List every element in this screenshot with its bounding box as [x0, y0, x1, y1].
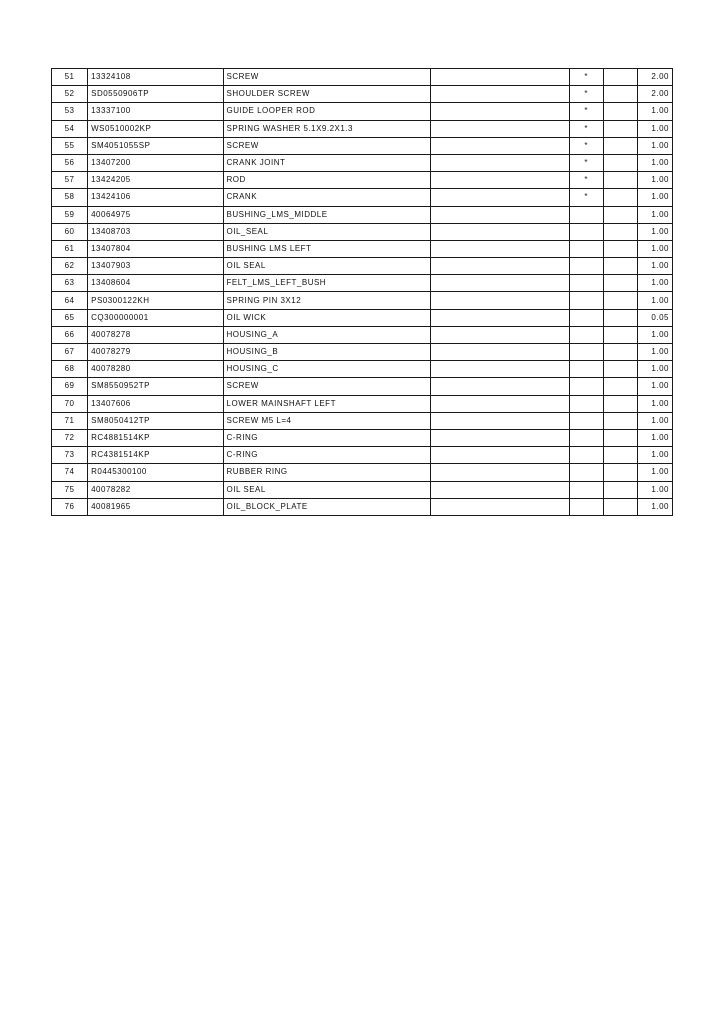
item-number-cell: 57	[52, 172, 88, 189]
mark-cell	[569, 326, 603, 343]
item-number-cell: 63	[52, 275, 88, 292]
table-row	[52, 223, 673, 240]
table-row	[52, 498, 673, 515]
part-code-cell: 40064975	[88, 206, 223, 223]
part-name-cell: OIL_SEAL	[223, 223, 431, 240]
mark-cell	[569, 223, 603, 240]
part-name-cell: OIL_BLOCK_PLATE	[223, 498, 431, 515]
extra-cell	[603, 481, 637, 498]
mark-cell: *	[569, 137, 603, 154]
item-number-cell: 61	[52, 240, 88, 257]
part-code-cell: 13424106	[88, 189, 223, 206]
mark-cell	[569, 412, 603, 429]
quantity-cell: 1.00	[637, 429, 672, 446]
extra-cell	[603, 258, 637, 275]
item-number-cell: 65	[52, 309, 88, 326]
part-name-cell: OIL SEAL	[223, 481, 431, 498]
extra-cell	[603, 69, 637, 86]
item-number-cell: 58	[52, 189, 88, 206]
extra-cell	[603, 172, 637, 189]
item-number-cell: 54	[52, 120, 88, 137]
spec-cell	[431, 326, 569, 343]
parts-table-body	[52, 69, 673, 516]
quantity-cell: 1.00	[637, 378, 672, 395]
part-code-cell: 13337100	[88, 103, 223, 120]
table-row	[52, 103, 673, 120]
part-name-cell: C-RING	[223, 429, 431, 446]
quantity-cell: 1.00	[637, 103, 672, 120]
part-code-cell: 13407903	[88, 258, 223, 275]
mark-cell: *	[569, 189, 603, 206]
part-code-cell: 40078279	[88, 344, 223, 361]
table-row	[52, 464, 673, 481]
spec-cell	[431, 309, 569, 326]
spec-cell	[431, 137, 569, 154]
part-name-cell: HOUSING_B	[223, 344, 431, 361]
quantity-cell: 1.00	[637, 498, 672, 515]
quantity-cell: 1.00	[637, 223, 672, 240]
item-number-cell: 60	[52, 223, 88, 240]
spec-cell	[431, 275, 569, 292]
spec-cell	[431, 223, 569, 240]
part-code-cell: SM8050412TP	[88, 412, 223, 429]
mark-cell: *	[569, 86, 603, 103]
table-row	[52, 275, 673, 292]
extra-cell	[603, 464, 637, 481]
mark-cell	[569, 258, 603, 275]
quantity-cell: 1.00	[637, 292, 672, 309]
quantity-cell: 0.05	[637, 309, 672, 326]
table-row	[52, 361, 673, 378]
part-name-cell: OIL WICK	[223, 309, 431, 326]
quantity-cell: 2.00	[637, 86, 672, 103]
item-number-cell: 74	[52, 464, 88, 481]
part-code-cell: 40078278	[88, 326, 223, 343]
item-number-cell: 73	[52, 447, 88, 464]
extra-cell	[603, 275, 637, 292]
part-name-cell: BUSHING LMS LEFT	[223, 240, 431, 257]
spec-cell	[431, 481, 569, 498]
part-name-cell: SPRING WASHER 5.1X9.2X1.3	[223, 120, 431, 137]
quantity-cell: 1.00	[637, 154, 672, 171]
spec-cell	[431, 154, 569, 171]
item-number-cell: 67	[52, 344, 88, 361]
part-code-cell: WS0510002KP	[88, 120, 223, 137]
part-code-cell: 40081965	[88, 498, 223, 515]
quantity-cell: 1.00	[637, 120, 672, 137]
quantity-cell: 1.00	[637, 361, 672, 378]
table-row	[52, 395, 673, 412]
parts-table	[51, 68, 673, 516]
part-code-cell: SM4051055SP	[88, 137, 223, 154]
table-row	[52, 344, 673, 361]
part-code-cell: R0445300100	[88, 464, 223, 481]
part-name-cell: GUIDE LOOPER ROD	[223, 103, 431, 120]
table-row	[52, 481, 673, 498]
part-code-cell: 13408703	[88, 223, 223, 240]
part-code-cell: RC4381514KP	[88, 447, 223, 464]
extra-cell	[603, 240, 637, 257]
quantity-cell: 1.00	[637, 240, 672, 257]
extra-cell	[603, 447, 637, 464]
quantity-cell: 1.00	[637, 395, 672, 412]
part-name-cell: CRANK	[223, 189, 431, 206]
part-code-cell: 40078280	[88, 361, 223, 378]
quantity-cell: 1.00	[637, 258, 672, 275]
part-code-cell: RC4881514KP	[88, 429, 223, 446]
mark-cell	[569, 240, 603, 257]
table-row	[52, 240, 673, 257]
table-row	[52, 137, 673, 154]
mark-cell	[569, 464, 603, 481]
table-row	[52, 447, 673, 464]
quantity-cell: 2.00	[637, 69, 672, 86]
part-name-cell: HOUSING_A	[223, 326, 431, 343]
part-code-cell: CQ300000001	[88, 309, 223, 326]
extra-cell	[603, 429, 637, 446]
part-code-cell: 13424205	[88, 172, 223, 189]
spec-cell	[431, 103, 569, 120]
extra-cell	[603, 223, 637, 240]
spec-cell	[431, 498, 569, 515]
mark-cell: *	[569, 69, 603, 86]
item-number-cell: 55	[52, 137, 88, 154]
table-row	[52, 69, 673, 86]
spec-cell	[431, 86, 569, 103]
spec-cell	[431, 464, 569, 481]
mark-cell	[569, 309, 603, 326]
table-row	[52, 326, 673, 343]
item-number-cell: 68	[52, 361, 88, 378]
mark-cell	[569, 447, 603, 464]
part-name-cell: SPRING PIN 3X12	[223, 292, 431, 309]
extra-cell	[603, 412, 637, 429]
extra-cell	[603, 206, 637, 223]
extra-cell	[603, 189, 637, 206]
table-row	[52, 292, 673, 309]
extra-cell	[603, 292, 637, 309]
table-row	[52, 172, 673, 189]
part-code-cell: 13407804	[88, 240, 223, 257]
part-name-cell: CRANK JOINT	[223, 154, 431, 171]
mark-cell: *	[569, 154, 603, 171]
quantity-cell: 1.00	[637, 275, 672, 292]
part-name-cell: RUBBER RING	[223, 464, 431, 481]
quantity-cell: 1.00	[637, 326, 672, 343]
item-number-cell: 70	[52, 395, 88, 412]
part-code-cell: 13408604	[88, 275, 223, 292]
quantity-cell: 1.00	[637, 464, 672, 481]
spec-cell	[431, 395, 569, 412]
table-row	[52, 86, 673, 103]
part-name-cell: LOWER MAINSHAFT LEFT	[223, 395, 431, 412]
part-code-cell: 40078282	[88, 481, 223, 498]
quantity-cell: 1.00	[637, 412, 672, 429]
table-row	[52, 189, 673, 206]
extra-cell	[603, 103, 637, 120]
part-name-cell: SCREW M5 L=4	[223, 412, 431, 429]
spec-cell	[431, 206, 569, 223]
extra-cell	[603, 309, 637, 326]
mark-cell	[569, 206, 603, 223]
item-number-cell: 72	[52, 429, 88, 446]
mark-cell	[569, 429, 603, 446]
spec-cell	[431, 258, 569, 275]
item-number-cell: 56	[52, 154, 88, 171]
part-name-cell: SCREW	[223, 137, 431, 154]
table-row	[52, 412, 673, 429]
mark-cell: *	[569, 103, 603, 120]
mark-cell	[569, 395, 603, 412]
extra-cell	[603, 498, 637, 515]
quantity-cell: 1.00	[637, 481, 672, 498]
spec-cell	[431, 378, 569, 395]
table-row	[52, 309, 673, 326]
mark-cell	[569, 275, 603, 292]
part-code-cell: 13324108	[88, 69, 223, 86]
table-row	[52, 154, 673, 171]
part-code-cell: SM8550952TP	[88, 378, 223, 395]
table-row	[52, 429, 673, 446]
part-code-cell: 13407606	[88, 395, 223, 412]
item-number-cell: 69	[52, 378, 88, 395]
table-row	[52, 120, 673, 137]
item-number-cell: 71	[52, 412, 88, 429]
part-name-cell: BUSHING_LMS_MIDDLE	[223, 206, 431, 223]
extra-cell	[603, 378, 637, 395]
part-name-cell: HOUSING_C	[223, 361, 431, 378]
item-number-cell: 75	[52, 481, 88, 498]
item-number-cell: 76	[52, 498, 88, 515]
spec-cell	[431, 429, 569, 446]
extra-cell	[603, 361, 637, 378]
spec-cell	[431, 120, 569, 137]
table-row	[52, 258, 673, 275]
item-number-cell: 66	[52, 326, 88, 343]
spec-cell	[431, 447, 569, 464]
part-name-cell: OIL SEAL	[223, 258, 431, 275]
mark-cell: *	[569, 172, 603, 189]
part-code-cell: 13407200	[88, 154, 223, 171]
spec-cell	[431, 361, 569, 378]
item-number-cell: 53	[52, 103, 88, 120]
extra-cell	[603, 154, 637, 171]
part-name-cell: SHOULDER SCREW	[223, 86, 431, 103]
mark-cell	[569, 361, 603, 378]
part-code-cell: SD0550906TP	[88, 86, 223, 103]
mark-cell	[569, 481, 603, 498]
part-code-cell: PS0300122KH	[88, 292, 223, 309]
table-row	[52, 378, 673, 395]
quantity-cell: 1.00	[637, 172, 672, 189]
item-number-cell: 59	[52, 206, 88, 223]
extra-cell	[603, 344, 637, 361]
extra-cell	[603, 326, 637, 343]
mark-cell	[569, 498, 603, 515]
part-name-cell: ROD	[223, 172, 431, 189]
part-name-cell: SCREW	[223, 69, 431, 86]
mark-cell	[569, 292, 603, 309]
mark-cell	[569, 378, 603, 395]
item-number-cell: 51	[52, 69, 88, 86]
spec-cell	[431, 412, 569, 429]
spec-cell	[431, 189, 569, 206]
table-row	[52, 206, 673, 223]
quantity-cell: 1.00	[637, 137, 672, 154]
extra-cell	[603, 137, 637, 154]
part-name-cell: C-RING	[223, 447, 431, 464]
spec-cell	[431, 240, 569, 257]
spec-cell	[431, 292, 569, 309]
mark-cell	[569, 344, 603, 361]
item-number-cell: 62	[52, 258, 88, 275]
quantity-cell: 1.00	[637, 206, 672, 223]
part-name-cell: SCREW	[223, 378, 431, 395]
quantity-cell: 1.00	[637, 344, 672, 361]
item-number-cell: 64	[52, 292, 88, 309]
extra-cell	[603, 120, 637, 137]
extra-cell	[603, 395, 637, 412]
spec-cell	[431, 69, 569, 86]
spec-cell	[431, 172, 569, 189]
part-name-cell: FELT_LMS_LEFT_BUSH	[223, 275, 431, 292]
extra-cell	[603, 86, 637, 103]
spec-cell	[431, 344, 569, 361]
quantity-cell: 1.00	[637, 447, 672, 464]
item-number-cell: 52	[52, 86, 88, 103]
mark-cell: *	[569, 120, 603, 137]
quantity-cell: 1.00	[637, 189, 672, 206]
